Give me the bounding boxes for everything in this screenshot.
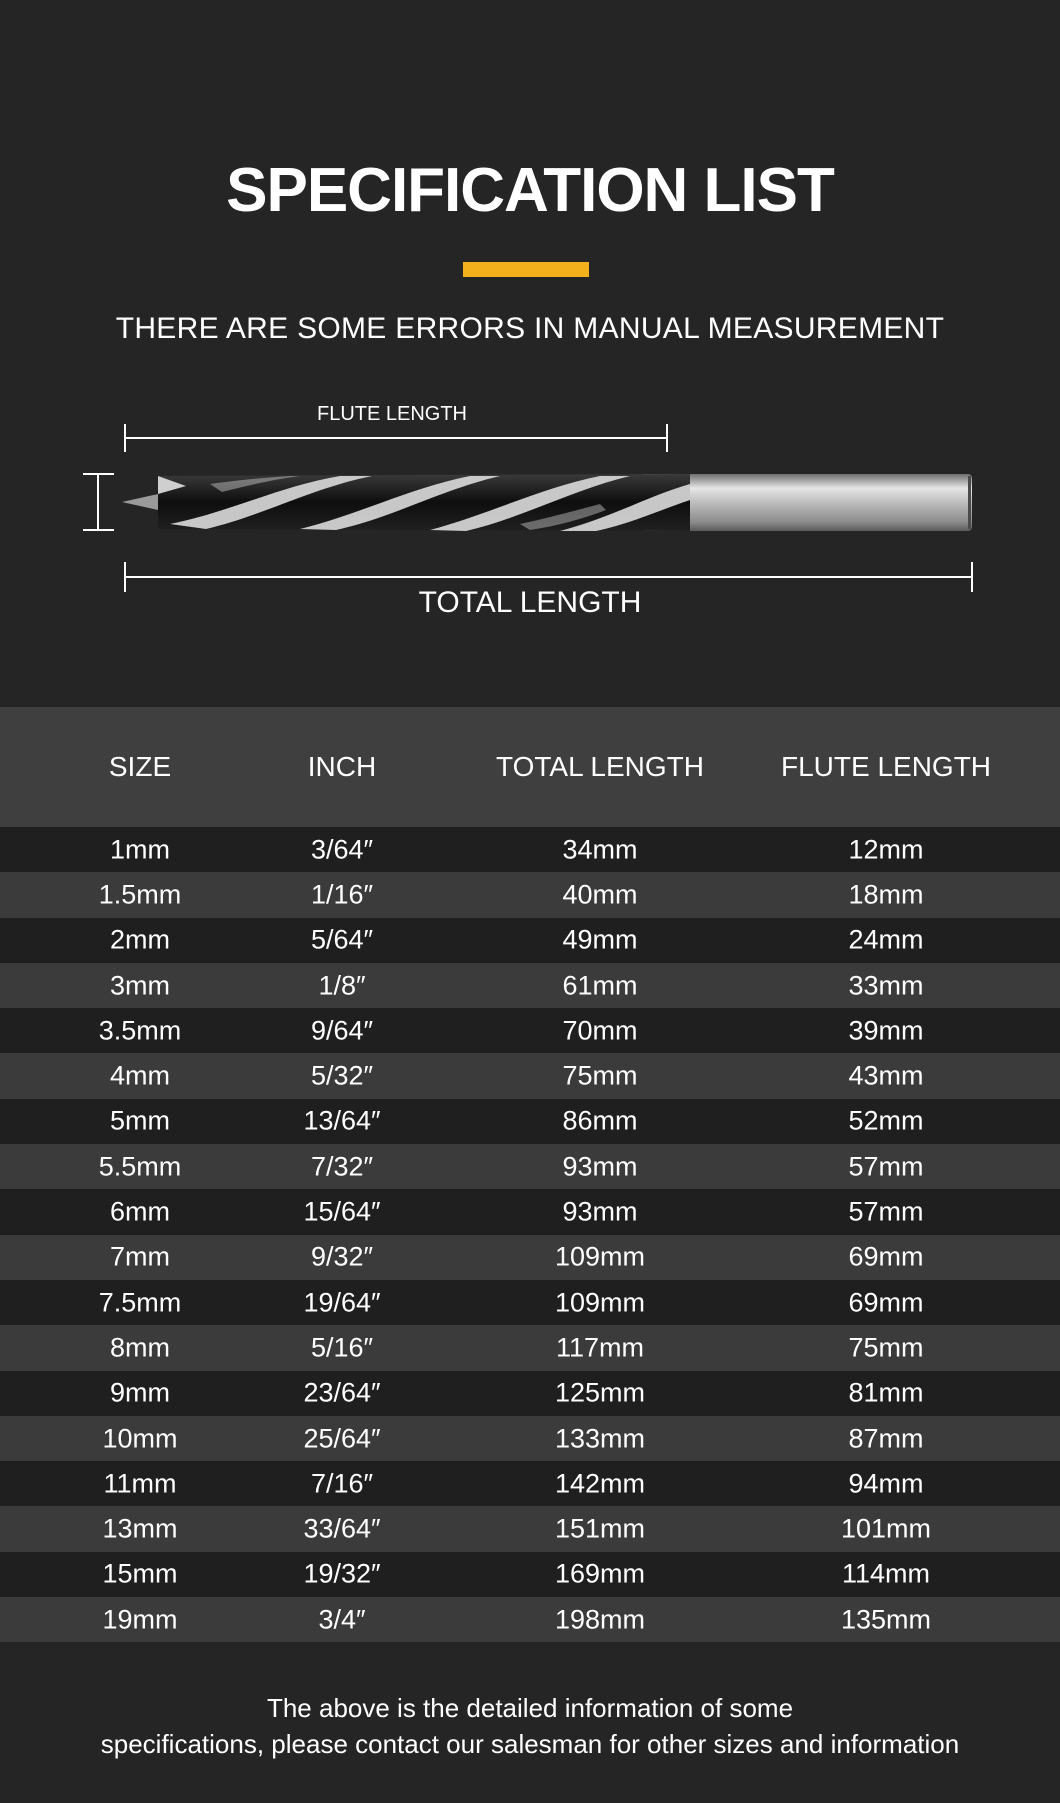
table-row (0, 1597, 1060, 1642)
table-row (0, 1552, 1060, 1597)
table-row (0, 827, 1060, 872)
size-cell: 1.5mm (98, 879, 182, 910)
table-row (0, 963, 1060, 1008)
total-length-cell: 61mm (562, 970, 638, 1001)
total-length-cell: 49mm (562, 924, 638, 955)
flute-length-cell: 81mm (848, 1377, 924, 1408)
table-row (0, 1053, 1060, 1098)
inch-cell: 3/4″ (318, 1604, 366, 1635)
inch-cell: 7/16″ (310, 1468, 374, 1499)
total-length-label: TOTAL LENGTH (418, 586, 642, 619)
table-row (0, 1189, 1060, 1234)
inch-cell: 5/32″ (310, 1060, 374, 1091)
total-length-cell: 142mm (554, 1468, 646, 1499)
inch-cell: 33/64″ (303, 1513, 381, 1544)
flute-length-cell: 69mm (848, 1287, 924, 1318)
table-row (0, 1416, 1060, 1461)
total-length-cell: 75mm (562, 1060, 638, 1091)
flute-length-cell: 57mm (848, 1151, 924, 1182)
spec-table (0, 707, 1060, 1642)
flute-length-cell: 69mm (848, 1241, 924, 1272)
total-length-cell: 93mm (562, 1151, 638, 1182)
size-cell: 15mm (102, 1558, 178, 1589)
flute-length-cell: 94mm (848, 1468, 924, 1499)
inch-cell: 13/64″ (303, 1105, 381, 1136)
diameter-dimension (83, 474, 114, 530)
title-accent-bar (463, 262, 589, 277)
inch-cell: 1/16″ (310, 879, 374, 910)
inch-cell: 7/32″ (310, 1151, 374, 1182)
flute-length-cell: 135mm (840, 1604, 932, 1635)
total-length-cell: 109mm (554, 1287, 646, 1318)
inch-cell: 5/64″ (310, 924, 374, 955)
flute-length-label: FLUTE LENGTH (316, 403, 468, 425)
flute-length-cell: 43mm (848, 1060, 924, 1091)
size-cell: 7mm (110, 1241, 170, 1272)
size-cell: 9mm (110, 1377, 170, 1408)
header-inch: INCH (307, 751, 377, 782)
inch-cell: 5/16″ (310, 1332, 374, 1363)
flute-length-cell: 75mm (848, 1332, 924, 1363)
total-length-cell: 169mm (554, 1558, 646, 1589)
inch-cell: 23/64″ (303, 1377, 381, 1408)
size-cell: 3.5mm (98, 1015, 182, 1046)
flute-length-dimension (125, 424, 667, 452)
flute-length-cell: 87mm (848, 1423, 924, 1453)
inch-cell: 3/64″ (310, 834, 374, 865)
inch-cell: 19/64″ (303, 1287, 381, 1318)
header-flute-length: FLUTE LENGTH (780, 751, 992, 782)
header-total-length: TOTAL LENGTH (496, 751, 704, 782)
size-cell: 5mm (110, 1105, 170, 1136)
flute-length-cell: 57mm (848, 1196, 924, 1227)
flute-length-cell: 114mm (841, 1558, 931, 1589)
flute-length-cell: 39mm (848, 1015, 924, 1046)
table-header (0, 707, 1060, 827)
table-body (0, 827, 1060, 1642)
total-length-cell: 125mm (554, 1377, 646, 1408)
inch-cell: 9/32″ (310, 1241, 374, 1272)
total-length-cell: 93mm (562, 1196, 638, 1227)
total-length-cell: 70mm (562, 1015, 638, 1046)
total-length-cell: 198mm (554, 1604, 646, 1635)
inch-cell: 1/8″ (318, 970, 366, 1001)
header-size: SIZE (108, 751, 172, 782)
size-cell: 11mm (103, 1468, 177, 1499)
size-cell: 10mm (102, 1423, 178, 1453)
inch-cell: 19/32″ (303, 1558, 381, 1589)
flute-length-cell: 33mm (848, 970, 924, 1001)
size-cell: 1mm (110, 834, 170, 865)
inch-cell: 25/64″ (303, 1423, 381, 1453)
table-row (0, 1371, 1060, 1416)
total-length-cell: 117mm (555, 1332, 645, 1363)
table-row (0, 1280, 1060, 1325)
footer-note (0, 1690, 1060, 1762)
size-cell: 6mm (110, 1196, 170, 1227)
size-cell: 2mm (110, 924, 170, 955)
flute-length-cell: 24mm (848, 924, 924, 955)
size-cell: 19mm (102, 1604, 178, 1635)
size-cell: 4mm (110, 1060, 170, 1091)
flute-length-cell: 18mm (848, 879, 924, 910)
table-row (0, 1506, 1060, 1551)
flute-length-cell: 12mm (848, 834, 924, 865)
table-row (0, 872, 1060, 917)
inch-cell: 9/64″ (310, 1015, 374, 1046)
inch-cell: 15/64″ (303, 1196, 381, 1227)
table-row (0, 1144, 1060, 1189)
total-length-cell: 133mm (554, 1423, 646, 1453)
footer-line-2: specifications, please contact our salesman for other sizes and information (100, 1729, 960, 1759)
measurement-note: THERE ARE SOME ERRORS IN MANUAL MEASUREMENT (115, 312, 945, 345)
size-cell: 8mm (110, 1332, 170, 1363)
size-cell: 13mm (102, 1513, 178, 1544)
table-row (0, 918, 1060, 963)
total-length-cell: 40mm (562, 879, 638, 910)
total-length-cell: 86mm (562, 1105, 638, 1136)
total-length-cell: 34mm (562, 834, 638, 865)
flute-length-cell: 101mm (840, 1513, 932, 1544)
size-cell: 3mm (110, 970, 170, 1001)
size-cell: 7.5mm (98, 1287, 182, 1318)
table-row (0, 1099, 1060, 1144)
page-title: SPECIFICATION LIST (226, 156, 834, 225)
table-row (0, 1325, 1060, 1370)
table-row (0, 1235, 1060, 1280)
total-length-cell: 109mm (554, 1241, 646, 1272)
size-cell: 5.5mm (98, 1151, 182, 1182)
footer-line-1: The above is the detailed information of some (266, 1693, 794, 1723)
table-row (0, 1008, 1060, 1053)
flute-length-cell: 52mm (848, 1105, 924, 1136)
table-row (0, 1461, 1060, 1506)
total-length-cell: 151mm (554, 1513, 646, 1544)
